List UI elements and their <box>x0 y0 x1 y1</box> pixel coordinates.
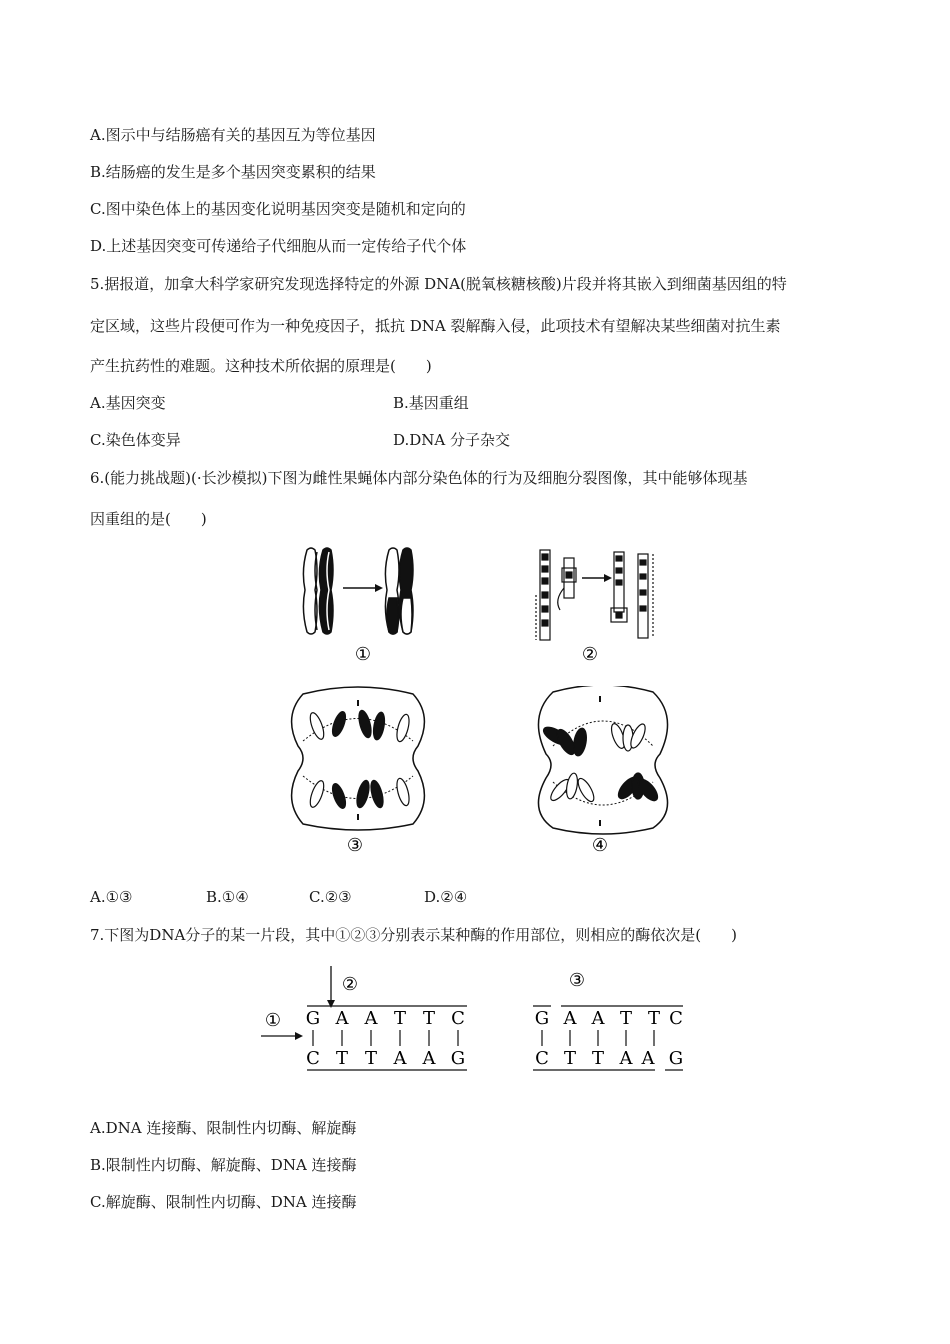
figure-1-label: ① <box>354 644 372 665</box>
figure-chromosome-crossover <box>295 540 435 670</box>
q5-option-c: C.染色体变异 <box>90 431 181 449</box>
right-bottom-base-3: T <box>591 1048 605 1069</box>
q5-option-b: B.基因重组 <box>393 394 469 412</box>
left-bottom-base-3: T <box>364 1048 378 1069</box>
marker-1: ① <box>264 1010 282 1031</box>
q5-stem-line-1: 5.据报道，加拿大科学家研究发现选择特定的外源 DNA(脱氧核糖核酸)片段并将其嵌入到细菌基因组的特 <box>90 275 787 293</box>
q5-option-a: A.基因突变 <box>90 394 166 412</box>
q6-stem-line-2: 因重组的是( ) <box>90 510 207 528</box>
right-top-base-2: A <box>563 1008 577 1029</box>
left-bottom-base-6: G <box>450 1048 466 1069</box>
left-bottom-base-1: C <box>306 1048 320 1069</box>
marker-3: ③ <box>568 970 586 991</box>
q6-option-d: D.②④ <box>424 888 468 906</box>
q7-stem: 7.下图为DNA分子的某一片段，其中①②③分别表示某种酶的作用部位，则相应的酶依次是( ) <box>90 926 738 944</box>
left-top-base-3: A <box>364 1008 378 1029</box>
right-top-base-5: T <box>647 1008 661 1029</box>
right-bottom-base-2: T <box>563 1048 577 1069</box>
q4-option-c: C.图中染色体上的基因变化说明基因突变是随机和定向的 <box>90 200 466 218</box>
q4-option-b: B.结肠癌的发生是多个基因突变累积的结果 <box>90 163 376 181</box>
q4-option-d: D.上述基因突变可传递给子代细胞从而一定传给子代个体 <box>90 237 467 255</box>
q6-stem-line-1: 6.(能力挑战题)(·长沙模拟)下图为雌性果蝇体内部分染色体的行为及细胞分裂图像，其中能够体现基 <box>90 469 748 487</box>
left-bottom-base-4: A <box>393 1048 407 1069</box>
figure-dna-segment <box>255 962 695 1080</box>
right-top-base-6: C <box>669 1008 683 1029</box>
figure-4-label: ④ <box>591 835 609 856</box>
q7-option-c: C.解旋酶、限制性内切酶、DNA 连接酶 <box>90 1193 357 1211</box>
figure-cell-division-3 <box>283 686 433 861</box>
left-top-base-6: C <box>451 1008 465 1029</box>
q5-option-d: D.DNA 分子杂交 <box>393 431 511 449</box>
left-top-base-2: A <box>335 1008 349 1029</box>
right-bottom-base-1: C <box>535 1048 549 1069</box>
q6-option-a: A.①③ <box>90 888 133 906</box>
q6-option-b: B.①④ <box>206 888 249 906</box>
q5-stem-line-3: 产生抗药性的难题。这种技术所依据的原理是( ) <box>90 357 432 375</box>
right-bottom-base-5: A <box>641 1048 655 1069</box>
left-top-base-1: G <box>305 1008 321 1029</box>
right-top-base-1: G <box>534 1008 550 1029</box>
q7-option-b: B.限制性内切酶、解旋酶、DNA 连接酶 <box>90 1156 357 1174</box>
figure-cell-division-4 <box>528 686 678 861</box>
figure-chromosome-translocation <box>530 540 670 670</box>
q7-option-a: A.DNA 连接酶、限制性内切酶、解旋酶 <box>90 1119 357 1137</box>
marker-2: ② <box>341 974 359 995</box>
left-top-base-5: T <box>422 1008 436 1029</box>
right-bottom-base-6: G <box>668 1048 684 1069</box>
q5-stem-line-2: 定区域，这些片段便可作为一种免疫因子，抵抗 DNA 裂解酶入侵，此项技术有望解决某些细菌对抗生素 <box>90 317 781 335</box>
figure-3-label: ③ <box>346 835 364 856</box>
left-bottom-base-2: T <box>335 1048 349 1069</box>
left-bottom-base-5: A <box>422 1048 436 1069</box>
right-top-base-3: A <box>591 1008 605 1029</box>
left-top-base-4: T <box>393 1008 407 1029</box>
q6-option-c: C.②③ <box>309 888 352 906</box>
q4-option-a: A.图示中与结肠癌有关的基因互为等位基因 <box>90 126 376 144</box>
figure-2-label: ② <box>581 644 599 665</box>
right-bottom-base-4: A <box>619 1048 633 1069</box>
right-top-base-4: T <box>619 1008 633 1029</box>
